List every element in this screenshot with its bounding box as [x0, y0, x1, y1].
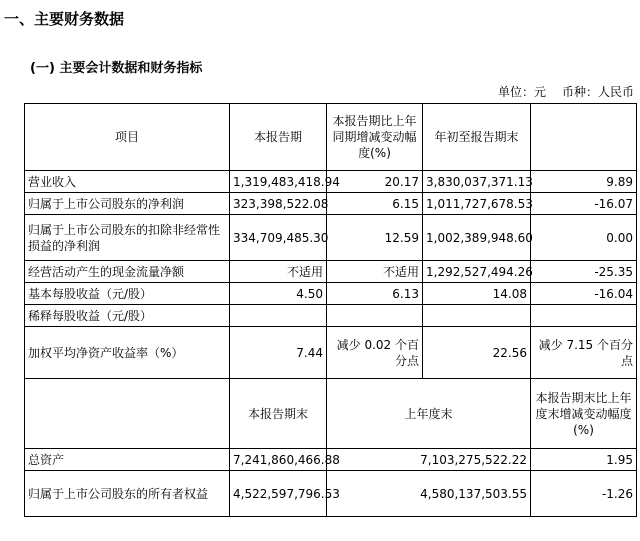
unit-line: [482, 83, 634, 100]
table-row: [25, 327, 637, 379]
cell-change: 减少 0.02 个百分点: [327, 327, 423, 379]
row-label: 归属于上市公司股东的扣除非经常性损益的净利润: [25, 215, 230, 261]
row-label: 稀释每股收益（元/股）: [25, 305, 230, 327]
cell-current: 不适用: [230, 261, 327, 283]
cell-period-end: 4,522,597,796.53: [230, 471, 327, 517]
row-label: 总资产: [25, 449, 230, 471]
cell-current: 7.44: [230, 327, 327, 379]
row-label: 经营活动产生的现金流量净额: [25, 261, 230, 283]
cell-current: 4.50: [230, 283, 327, 305]
row-label: 基本每股收益（元/股）: [25, 283, 230, 305]
table-row: [25, 305, 637, 327]
row-label: 归属于上市公司股东的所有者权益: [25, 471, 230, 517]
header2-blank: [25, 379, 230, 449]
financial-table: [24, 103, 637, 517]
cell-change: 1.95: [531, 449, 637, 471]
row-label: 归属于上市公司股东的净利润: [25, 193, 230, 215]
cell-ytd: [423, 305, 531, 327]
header-ytd-change: [531, 104, 637, 171]
cell-ytd-change: -25.35: [531, 261, 637, 283]
cell-ytd-change: [531, 305, 637, 327]
header2-prev-year-end: 上年度末: [327, 379, 531, 449]
cell-change: 20.17: [327, 171, 423, 193]
cell-change: 12.59: [327, 215, 423, 261]
cell-ytd: 1,002,389,948.60: [423, 215, 531, 261]
header2-period-end: 本报告期末: [230, 379, 327, 449]
cell-ytd: 3,830,037,371.13: [423, 171, 531, 193]
table-row: [25, 171, 637, 193]
row-label: 加权平均净资产收益率（%）: [25, 327, 230, 379]
section-heading: 一、主要财务数据: [4, 10, 125, 28]
cell-change: [327, 305, 423, 327]
table-row: [25, 193, 637, 215]
cell-ytd-change: -16.07: [531, 193, 637, 215]
cell-change: 6.15: [327, 193, 423, 215]
cell-change: -1.26: [531, 471, 637, 517]
header-row-2: [25, 379, 637, 449]
table-row: [25, 261, 637, 283]
cell-prev-year-end: 4,580,137,503.55: [327, 471, 531, 517]
cell-ytd-change: 0.00: [531, 215, 637, 261]
header-item: 项目: [25, 104, 230, 171]
table-row: [25, 215, 637, 261]
currency-label: 币种：人民币: [561, 85, 634, 99]
table-row: [25, 471, 637, 517]
header-ytd: 年初至报告期末: [423, 104, 531, 171]
cell-ytd-change: 减少 7.15 个百分点: [531, 327, 637, 379]
header-row: [25, 104, 637, 171]
unit-label: 单位：元: [497, 85, 546, 99]
table-row: [25, 283, 637, 305]
cell-prev-year-end: 7,103,275,522.22: [327, 449, 531, 471]
cell-current: 334,709,485.30: [230, 215, 327, 261]
cell-ytd: 1,292,527,494.26: [423, 261, 531, 283]
cell-change: 6.13: [327, 283, 423, 305]
cell-ytd: 14.08: [423, 283, 531, 305]
cell-ytd-change: 9.89: [531, 171, 637, 193]
subsection-heading: (一) 主要会计数据和财务指标: [30, 61, 203, 76]
cell-ytd: 22.56: [423, 327, 531, 379]
cell-ytd: 1,011,727,678.53: [423, 193, 531, 215]
header2-change: 本报告期末比上年度末增减变动幅度(%): [531, 379, 637, 449]
table-row: [25, 449, 637, 471]
header-yoy-change: 本报告期比上年同期增减变动幅度(%): [327, 104, 423, 171]
header-current: 本报告期: [230, 104, 327, 171]
cell-ytd-change: -16.04: [531, 283, 637, 305]
cell-current: 323,398,522.08: [230, 193, 327, 215]
cell-current: 1,319,483,418.94: [230, 171, 327, 193]
cell-period-end: 7,241,860,466.88: [230, 449, 327, 471]
cell-change: 不适用: [327, 261, 423, 283]
cell-current: [230, 305, 327, 327]
row-label: 营业收入: [25, 171, 230, 193]
